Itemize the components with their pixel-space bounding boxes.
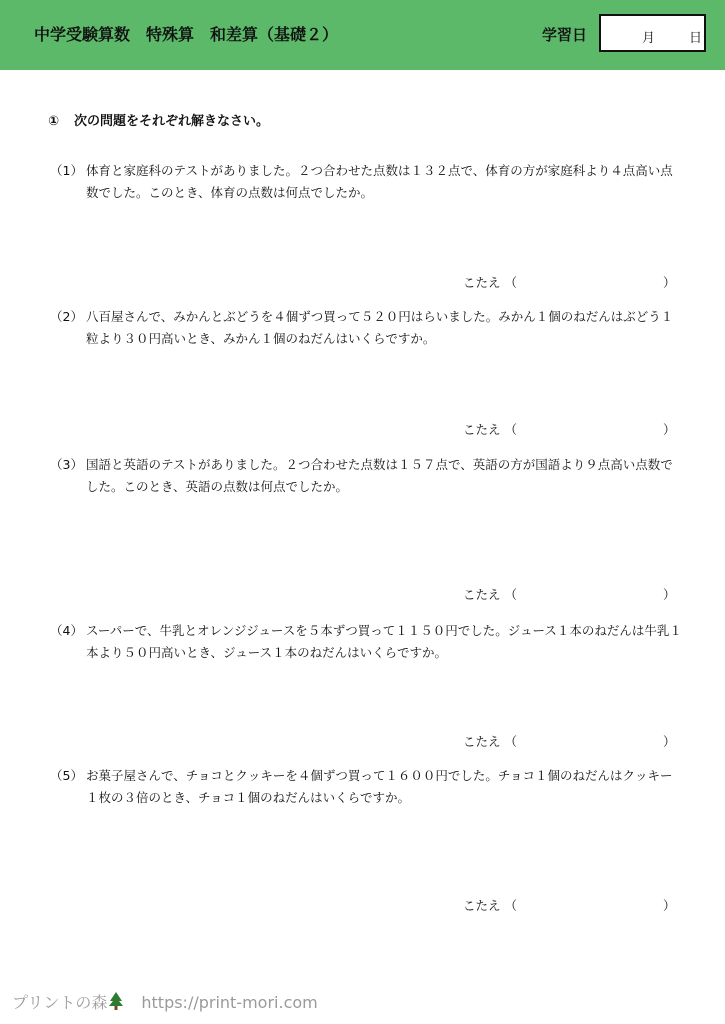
site-url[interactable]: https://print-mori.com (141, 993, 318, 1012)
answer-line-4[interactable] (463, 732, 676, 750)
instruction-text: 次の問題をそれぞれ解きなさい。 (74, 114, 270, 129)
instruction (48, 110, 269, 129)
question-4 (50, 620, 682, 664)
header-bar (0, 0, 725, 70)
study-date-box[interactable] (599, 14, 706, 52)
footer (12, 990, 318, 1014)
question-number: （2） (50, 309, 83, 324)
answer-close-paren: ） (663, 422, 676, 437)
question-5 (50, 765, 682, 809)
answer-line-2[interactable] (463, 420, 676, 438)
page-title: 中学受験算数 特殊算 和差算（基礎２） (34, 25, 339, 44)
question-text: お菓子屋さんで、チョコとクッキーを４個ずつ買って１６００円でした。チョコ１個のねだんはクッキー１枚の３倍のとき、チョコ１個のねだんはいくらですか。 (86, 768, 673, 805)
study-date-label: 学習日 (542, 26, 588, 44)
answer-open-paren: （ (504, 275, 518, 290)
day-label: 日 (689, 31, 703, 46)
month-label: 月 (642, 31, 656, 46)
question-3 (50, 454, 682, 498)
question-text: 体育と家庭科のテストがありました。２つ合わせた点数は１３２点で、体育の方が家庭科より４点高い点数でした。このとき、体育の点数は何点でしたか。 (86, 163, 673, 200)
question-number: （1） (50, 163, 83, 178)
answer-line-5[interactable] (463, 896, 676, 914)
question-2 (50, 306, 682, 350)
question-1 (50, 160, 682, 204)
answer-close-paren: ） (663, 275, 676, 290)
answer-label: こたえ (463, 734, 501, 749)
site-name: プリントの森 (12, 993, 108, 1012)
answer-label: こたえ (463, 587, 501, 602)
answer-close-paren: ） (663, 587, 676, 602)
answer-close-paren: ） (663, 898, 676, 913)
question-text: 国語と英語のテストがありました。２つ合わせた点数は１５７点で、英語の方が国語より９点高い点数でした。このとき、英語の点数は何点でしたか。 (86, 457, 673, 494)
answer-open-paren: （ (504, 898, 518, 913)
answer-line-1[interactable] (463, 273, 676, 291)
answer-open-paren: （ (504, 422, 518, 437)
answer-label: こたえ (463, 898, 501, 913)
question-text: 八百屋さんで、みかんとぶどうを４個ずつ買って５２０円はらいました。みかん１個のねだんはぶどう１粒より３０円高いとき、みかん１個のねだんはいくらですか。 (86, 309, 674, 346)
question-number: （5） (50, 768, 83, 783)
instruction-mark: ① (48, 114, 60, 129)
answer-label: こたえ (463, 275, 501, 290)
question-number: （4） (50, 623, 83, 638)
answer-line-3[interactable] (463, 585, 676, 603)
answer-close-paren: ） (663, 734, 676, 749)
tree-icon (109, 992, 123, 1014)
answer-open-paren: （ (504, 587, 518, 602)
answer-label: こたえ (463, 422, 501, 437)
question-text: スーパーで、牛乳とオレンジジュースを５本ずつ買って１１５０円でした。ジュース１本のねだんは牛乳１本より５０円高いとき、ジュース１本のねだんはいくらですか。 (86, 623, 682, 660)
question-number: （3） (50, 457, 83, 472)
answer-open-paren: （ (504, 734, 518, 749)
